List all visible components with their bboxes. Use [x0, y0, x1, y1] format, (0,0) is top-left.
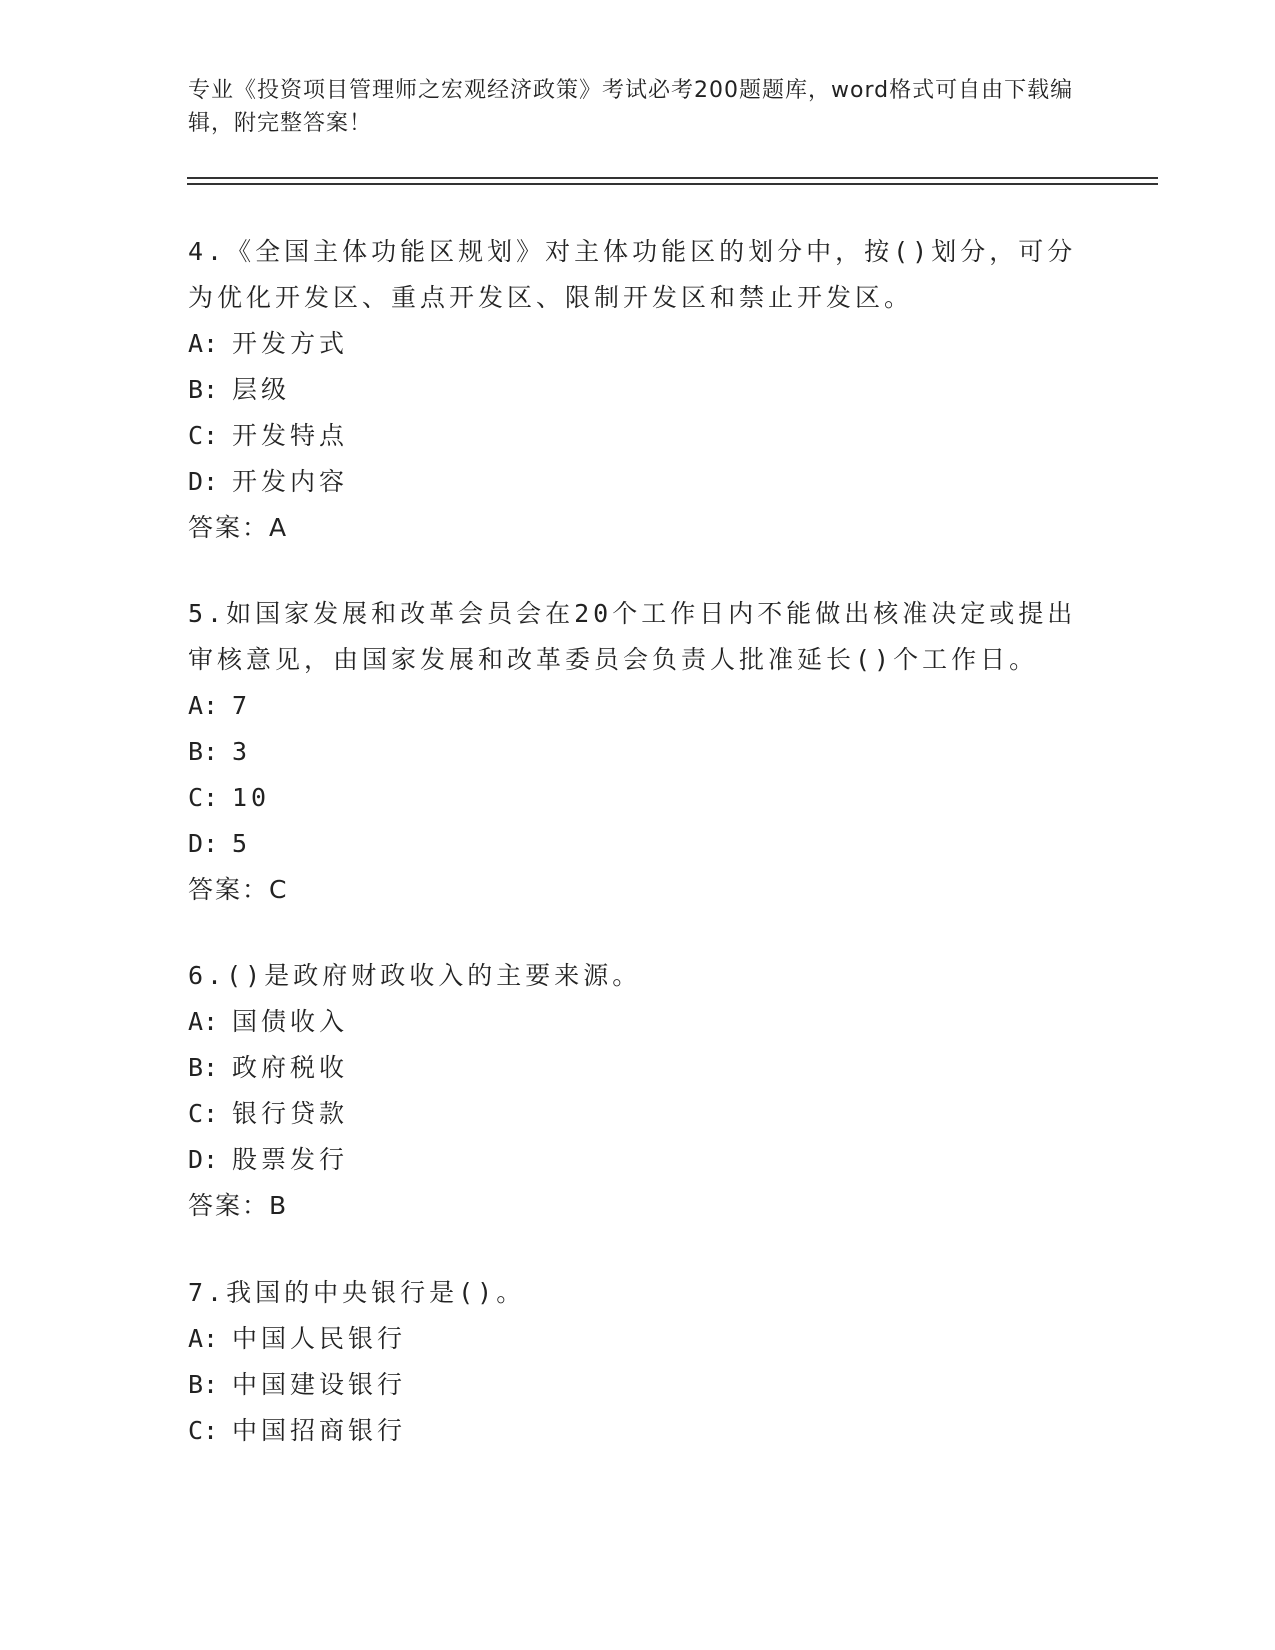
option-text: 开发内容: [232, 467, 349, 496]
question-4: [188, 229, 1088, 551]
option-b: [188, 367, 1088, 413]
option-a: [188, 683, 1088, 729]
option-c: [188, 1408, 1088, 1454]
question-7: [188, 1270, 1088, 1454]
option-a: [188, 1316, 1088, 1362]
option-text: 中国建设银行: [232, 1370, 407, 1399]
option-c: [188, 1091, 1088, 1137]
answer-line: 答案：A: [188, 513, 289, 542]
option-d: [188, 459, 1088, 505]
option-letter: B:: [188, 737, 219, 766]
question-text: 5.如国家发展和改革会员会在20个工作日内不能做出核准决定或提出审核意见，由国家发展和改革委员会负责人批准延长()个工作日。: [188, 599, 1077, 674]
option-text: 国债收入: [232, 1007, 349, 1036]
document-header: 专业《投资项目管理师之宏观经济政策》考试必考200题题库，word格式可自由下载编辑，附完整答案！: [188, 78, 1074, 136]
option-letter: C:: [188, 1416, 219, 1445]
option-letter: A:: [188, 1007, 219, 1036]
option-a: [188, 321, 1088, 367]
question-5: [188, 591, 1088, 913]
option-text: 5: [232, 829, 252, 858]
option-letter: C:: [188, 783, 219, 812]
option-letter: B:: [188, 375, 219, 404]
option-a: [188, 999, 1088, 1045]
option-d: [188, 821, 1088, 867]
option-letter: B:: [188, 1053, 219, 1082]
option-letter: D:: [188, 1145, 219, 1174]
option-letter: C:: [188, 1099, 219, 1128]
header-divider-bottom: [187, 183, 1158, 185]
answer-line: 答案：B: [188, 1191, 289, 1220]
option-text: 中国人民银行: [232, 1324, 407, 1353]
option-letter: C:: [188, 421, 219, 450]
question-text: 7.我国的中央银行是()。: [188, 1278, 526, 1307]
option-letter: D:: [188, 829, 219, 858]
option-letter: B:: [188, 1370, 219, 1399]
answer-line: 答案：C: [188, 875, 289, 904]
option-b: [188, 1045, 1088, 1091]
option-letter: D:: [188, 467, 219, 496]
option-b: [188, 729, 1088, 775]
option-c: [188, 413, 1088, 459]
option-text: 7: [232, 691, 252, 720]
option-b: [188, 1362, 1088, 1408]
option-text: 层级: [232, 375, 291, 404]
option-text: 政府税收: [232, 1053, 349, 1082]
header-divider-top: [187, 177, 1158, 179]
option-c: [188, 775, 1088, 821]
option-text: 银行贷款: [232, 1099, 349, 1128]
question-text: 4.《全国主体功能区规划》对主体功能区的划分中，按()划分，可分为优化开发区、重点开发区、限制开发区和禁止开发区。: [188, 237, 1077, 312]
option-d: [188, 1137, 1088, 1183]
option-text: 中国招商银行: [232, 1416, 407, 1445]
option-text: 3: [232, 737, 252, 766]
question-6: [188, 953, 1088, 1229]
option-text: 股票发行: [232, 1145, 349, 1174]
option-text: 开发方式: [232, 329, 349, 358]
option-letter: A:: [188, 329, 219, 358]
option-letter: A:: [188, 1324, 219, 1353]
option-text: 10: [232, 783, 271, 812]
option-text: 开发特点: [232, 421, 349, 450]
question-text: 6.()是政府财政收入的主要来源。: [188, 961, 642, 990]
option-letter: A:: [188, 691, 219, 720]
